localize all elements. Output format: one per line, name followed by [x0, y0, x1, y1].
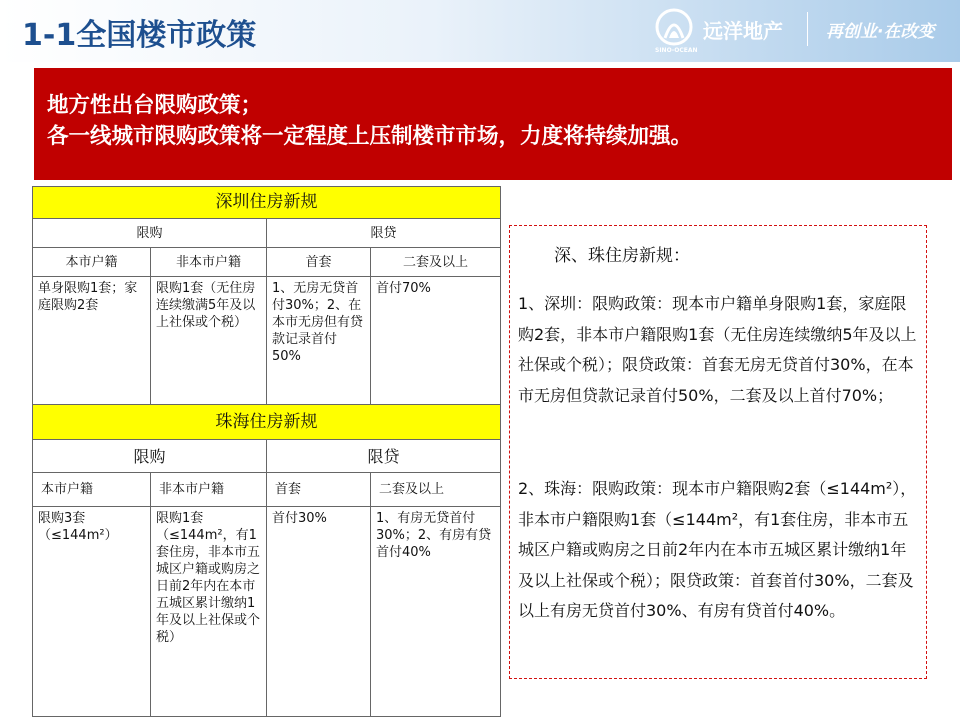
logo-abbrev: SINO-OCEAN: [655, 47, 698, 54]
shenzhen-col-first-home: 首套: [267, 248, 371, 277]
zhuhai-cell-first-home: 首付30%: [267, 507, 371, 717]
shenzhen-cell-first-home: 1、无房无贷首付30%；2、在本市无房但有贷款记录首付50%: [267, 277, 371, 405]
zhuhai-col-nonlocal: 非本市户籍: [151, 473, 267, 507]
shenzhen-table-title: 深圳住房新规: [33, 187, 501, 219]
shenzhen-col-second-home: 二套及以上: [371, 248, 501, 277]
slogan: 再创业·在改变: [826, 22, 935, 42]
banner-line-2: 各一线城市限购政策将一定程度上压制楼市市场，力度将持续加强。: [47, 124, 693, 149]
zhuhai-cell-second-home: 1、有房无贷首付30%；2、有房有贷首付40%: [371, 507, 501, 717]
page-title: 1-1全国楼市政策: [22, 18, 257, 53]
zhuhai-col-local: 本市户籍: [33, 473, 151, 507]
summary-note-title: 深、珠住房新规：: [554, 246, 690, 266]
shenzhen-cell-local: 单身限购1套；家庭限购2套: [33, 277, 151, 405]
summary-note-zhuhai: 2、珠海：限购政策：现本市户籍限购2套（≤144m²），非本市户籍限购1套（≤144m²，有1套住房，非本市五城区户籍或购房之日前2年内在本市五城区累计缴纳1年及以上社保或个税）；限贷政策：首套首付30%，二套及以上有房无贷首付30%、有房有贷首付40%。: [518, 479, 917, 620]
shenzhen-policy-table: [32, 186, 501, 405]
zhuhai-group-loan-limit: 限贷: [267, 440, 501, 473]
headline-banner: [34, 68, 952, 180]
shenzhen-cell-second-home: 首付70%: [371, 277, 501, 405]
zhuhai-col-first-home: 首套: [267, 473, 371, 507]
zhuhai-group-purchase-limit: 限购: [33, 440, 267, 473]
summary-note-shenzhen: 1、深圳：限购政策：现本市户籍单身限购1套，家庭限购2套，非本市户籍限购1套（无住房连续缴纳5年及以上社保或个税）；限贷政策：首套无房无贷首付30%，在本市无房但贷款记录首付50%，二套及以上首付70%；: [518, 294, 917, 405]
zhuhai-cell-nonlocal: 限购1套（≤144m²，有1套住房，非本市五城区户籍或购房之日前2年内在本市五城区累计缴纳1年及以上社保或个税）: [151, 507, 267, 717]
sino-ocean-logo-icon: [655, 8, 693, 48]
banner-line-1: 地方性出台限购政策；: [47, 93, 263, 118]
zhuhai-col-second-home: 二套及以上: [371, 473, 501, 507]
shenzhen-cell-nonlocal: 限购1套（无住房连续缴满5年及以上社保或个税）: [151, 277, 267, 405]
zhuhai-cell-local: 限购3套（≤144m²）: [33, 507, 151, 717]
logo-divider: [807, 12, 808, 46]
shenzhen-group-purchase-limit: 限购: [33, 219, 267, 248]
header-bar: [0, 0, 960, 62]
logo-name: 远洋地产: [703, 19, 783, 43]
shenzhen-group-loan-limit: 限贷: [267, 219, 501, 248]
shenzhen-col-local: 本市户籍: [33, 248, 151, 277]
shenzhen-col-nonlocal: 非本市户籍: [151, 248, 267, 277]
zhuhai-table-title: 珠海住房新规: [33, 405, 501, 440]
zhuhai-policy-table: [32, 404, 501, 717]
